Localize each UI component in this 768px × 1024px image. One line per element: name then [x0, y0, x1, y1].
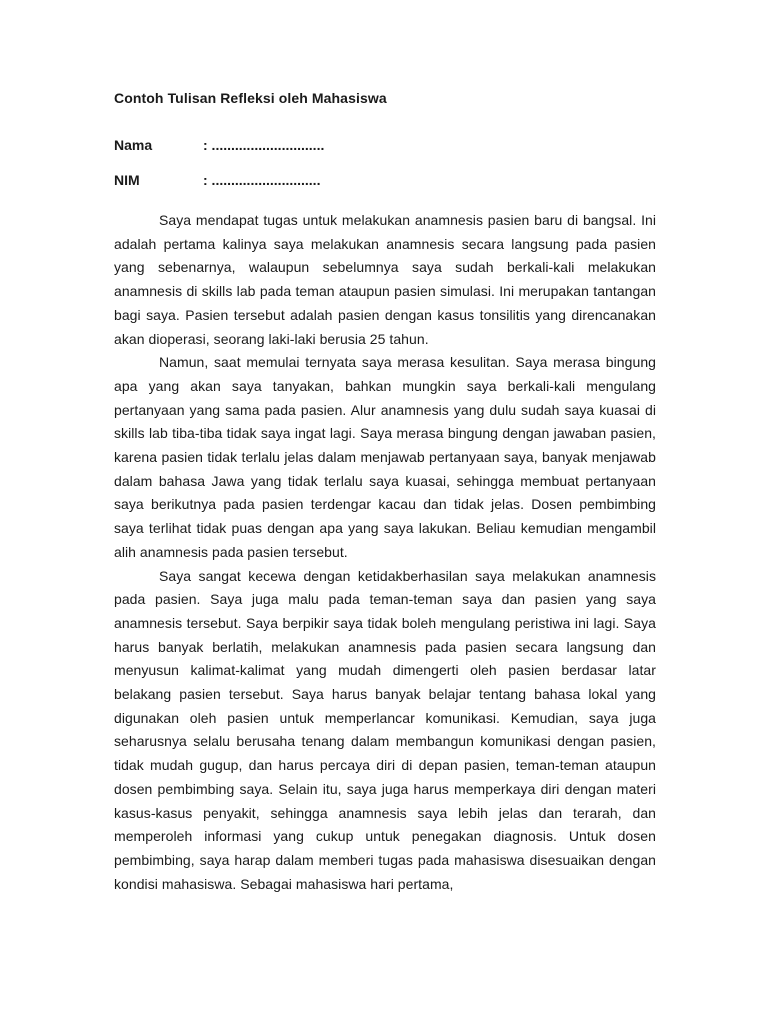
name-field-row	[114, 133, 656, 157]
nim-field-label: NIM	[114, 172, 140, 188]
nim-field-value: : ............................	[203, 172, 321, 188]
nim-field-row	[114, 168, 656, 192]
document-page	[114, 86, 656, 896]
document-title: Contoh Tulisan Refleksi oleh Mahasiswa	[114, 90, 387, 106]
name-field-value: : .............................	[203, 137, 325, 153]
paragraph-3: Saya sangat kecewa dengan ketidakberhasilan saya melakukan anamnesis pada pasien. Saya juga malu pada teman-teman saya dan pasien yang saya anamnesis tersebut. Saya berpikir saya tidak boleh mengulang peristiwa ini lagi. Saya harus banyak berlatih, melakukan anamnesis pada pasien secara langsung dan menyusun kalimat-kalimat yang mudah dimengerti oleh pasien berdasar latar belakang pasien tersebut. Saya harus banyak belajar tentang bahasa lokal yang digunakan oleh pasien untuk memperlancar komunikasi. Kemudian, saya juga seharusnya selalu berusaha tenang dalam membangun komunikasi dengan pasien, tidak mudah gugup, dan harus percaya diri di depan pasien, teman-teman ataupun dosen pembimbing saya. Selain itu, saya juga harus memperkaya diri dengan materi kasus-kasus penyakit, sehingga anamnesis saya lebih jelas dan terarah, dan memperoleh informasi yang cukup untuk penegakan diagnosis. Untuk dosen pembimbing, saya harap dalam memberi tugas pada mahasiswa disesuaikan dengan kondisi mahasiswa. Sebagai mahasiswa hari pertama,	[114, 567, 656, 892]
paragraph-2: Namun, saat memulai ternyata saya merasa kesulitan. Saya merasa bingung apa yang akan saya tanyakan, bahkan mungkin saya berkali-kali mengulang pertanyaan yang sama pada pasien. Alur anamnesis yang dulu sudah saya kuasai di skills lab tiba-tiba tidak saya ingat lagi. Saya merasa bingung dengan jawaban pasien, karena pasien tidak terlalu jelas dalam menjawab pertanyaan saya, banyak menjawab dalam bahasa Jawa yang tidak terlalu saya kuasai, sehingga membuat pertanyaan saya berikutnya pada pasien terdengar kacau dan tidak jelas. Dosen pembimbing saya terlihat tidak puas dengan apa yang saya lakukan. Beliau kemudian mengambil alih anamnesis pada pasien tersebut.	[114, 354, 656, 560]
paragraph-1: Saya mendapat tugas untuk melakukan anamnesis pasien baru di bangsal. Ini adalah pertama kalinya saya melakukan anamnesis secara langsung pada pasien yang sebenarnya, walaupun sebelumnya saya sudah berkali-kali melakukan anamnesis di skills lab pada teman ataupun pasien simulasi. Ini merupakan tantangan bagi saya. Pasien tersebut adalah pasien dengan kasus tonsilitis yang direncanakan akan dioperasi, seorang laki-laki berusia 25 tahun.	[114, 212, 656, 347]
reflection-body	[114, 209, 656, 896]
name-field-label: Nama	[114, 137, 153, 153]
